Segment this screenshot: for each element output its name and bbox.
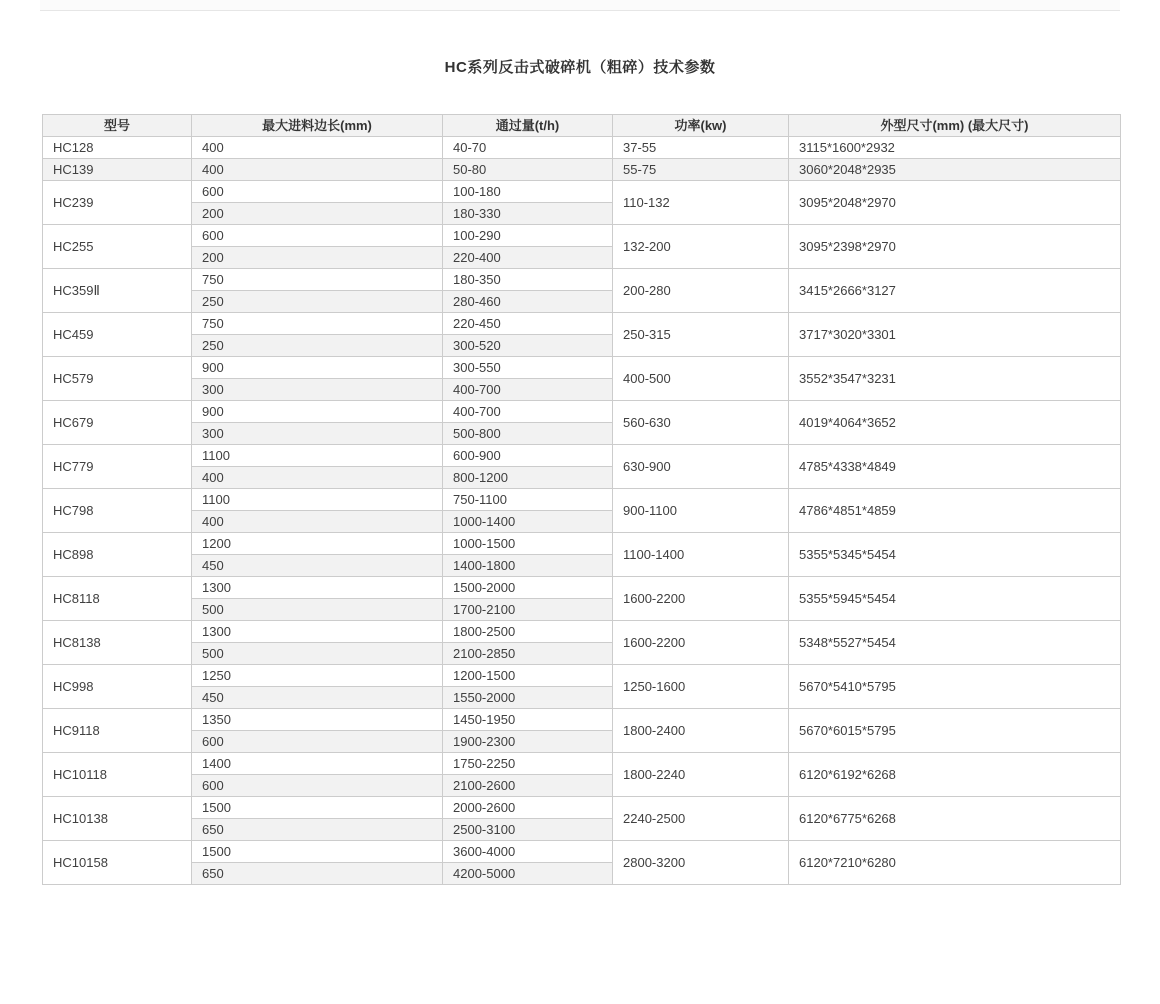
dimensions-cell: 4786*4851*4859 <box>789 489 1121 533</box>
table-row <box>43 137 1121 159</box>
table-row <box>43 533 1121 555</box>
capacity-cell: 2000-2600 <box>443 797 613 819</box>
feed-cell: 300 <box>192 423 443 445</box>
spec-table-body <box>43 137 1121 885</box>
feed-cell: 600 <box>192 731 443 753</box>
feed-cell: 500 <box>192 643 443 665</box>
capacity-cell: 1450-1950 <box>443 709 613 731</box>
capacity-cell: 750-1100 <box>443 489 613 511</box>
model-cell: HC8138 <box>43 621 192 665</box>
power-cell: 630-900 <box>613 445 789 489</box>
model-cell: HC128 <box>43 137 192 159</box>
capacity-cell: 1550-2000 <box>443 687 613 709</box>
power-cell: 110-132 <box>613 181 789 225</box>
feed-cell: 1100 <box>192 489 443 511</box>
capacity-cell: 800-1200 <box>443 467 613 489</box>
table-row <box>43 665 1121 687</box>
capacity-cell: 2500-3100 <box>443 819 613 841</box>
capacity-cell: 2100-2600 <box>443 775 613 797</box>
dimensions-cell: 3095*2048*2970 <box>789 181 1121 225</box>
table-row <box>43 709 1121 731</box>
power-cell: 1800-2400 <box>613 709 789 753</box>
dimensions-cell: 5355*5945*5454 <box>789 577 1121 621</box>
capacity-cell: 1000-1500 <box>443 533 613 555</box>
table-row <box>43 401 1121 423</box>
power-cell: 1100-1400 <box>613 533 789 577</box>
table-header-row <box>43 115 1121 137</box>
feed-cell: 650 <box>192 863 443 885</box>
model-cell: HC359Ⅱ <box>43 269 192 313</box>
model-cell: HC255 <box>43 225 192 269</box>
model-cell: HC10158 <box>43 841 192 885</box>
feed-cell: 1500 <box>192 797 443 819</box>
table-row <box>43 357 1121 379</box>
feed-cell: 1400 <box>192 753 443 775</box>
capacity-cell: 1400-1800 <box>443 555 613 577</box>
capacity-cell: 180-350 <box>443 269 613 291</box>
dimensions-cell: 5348*5527*5454 <box>789 621 1121 665</box>
feed-cell: 1350 <box>192 709 443 731</box>
header-feed-size: 最大进料边长(mm) <box>192 115 443 137</box>
model-cell: HC10118 <box>43 753 192 797</box>
feed-cell: 600 <box>192 181 443 203</box>
capacity-cell: 400-700 <box>443 401 613 423</box>
capacity-cell: 300-520 <box>443 335 613 357</box>
model-cell: HC10138 <box>43 797 192 841</box>
capacity-cell: 3600-4000 <box>443 841 613 863</box>
dimensions-cell: 3095*2398*2970 <box>789 225 1121 269</box>
model-cell: HC898 <box>43 533 192 577</box>
model-cell: HC998 <box>43 665 192 709</box>
table-row <box>43 753 1121 775</box>
dimensions-cell: 3115*1600*2932 <box>789 137 1121 159</box>
model-cell: HC579 <box>43 357 192 401</box>
model-cell: HC239 <box>43 181 192 225</box>
power-cell: 560-630 <box>613 401 789 445</box>
model-cell: HC798 <box>43 489 192 533</box>
capacity-cell: 50-80 <box>443 159 613 181</box>
table-row <box>43 445 1121 467</box>
capacity-cell: 4200-5000 <box>443 863 613 885</box>
feed-cell: 300 <box>192 379 443 401</box>
capacity-cell: 100-290 <box>443 225 613 247</box>
dimensions-cell: 3415*2666*3127 <box>789 269 1121 313</box>
table-row <box>43 797 1121 819</box>
model-cell: HC679 <box>43 401 192 445</box>
table-row <box>43 181 1121 203</box>
capacity-cell: 600-900 <box>443 445 613 467</box>
table-row <box>43 159 1121 181</box>
model-cell: HC779 <box>43 445 192 489</box>
feed-cell: 1100 <box>192 445 443 467</box>
capacity-cell: 1200-1500 <box>443 665 613 687</box>
top-divider <box>40 0 1120 11</box>
feed-cell: 900 <box>192 357 443 379</box>
spec-table <box>42 114 1121 885</box>
header-capacity: 通过量(t/h) <box>443 115 613 137</box>
feed-cell: 650 <box>192 819 443 841</box>
capacity-cell: 180-330 <box>443 203 613 225</box>
power-cell: 132-200 <box>613 225 789 269</box>
feed-cell: 750 <box>192 269 443 291</box>
power-cell: 1250-1600 <box>613 665 789 709</box>
dimensions-cell: 4019*4064*3652 <box>789 401 1121 445</box>
feed-cell: 250 <box>192 291 443 313</box>
capacity-cell: 220-400 <box>443 247 613 269</box>
table-row <box>43 269 1121 291</box>
capacity-cell: 1900-2300 <box>443 731 613 753</box>
power-cell: 900-1100 <box>613 489 789 533</box>
feed-cell: 600 <box>192 225 443 247</box>
dimensions-cell: 6120*6192*6268 <box>789 753 1121 797</box>
dimensions-cell: 6120*7210*6280 <box>789 841 1121 885</box>
table-row <box>43 225 1121 247</box>
header-model: 型号 <box>43 115 192 137</box>
feed-cell: 400 <box>192 511 443 533</box>
capacity-cell: 1500-2000 <box>443 577 613 599</box>
table-row <box>43 841 1121 863</box>
feed-cell: 400 <box>192 159 443 181</box>
power-cell: 37-55 <box>613 137 789 159</box>
header-dimensions: 外型尺寸(mm) (最大尺寸) <box>789 115 1121 137</box>
feed-cell: 500 <box>192 599 443 621</box>
feed-cell: 250 <box>192 335 443 357</box>
feed-cell: 1200 <box>192 533 443 555</box>
capacity-cell: 300-550 <box>443 357 613 379</box>
feed-cell: 450 <box>192 555 443 577</box>
dimensions-cell: 3717*3020*3301 <box>789 313 1121 357</box>
feed-cell: 1250 <box>192 665 443 687</box>
table-row <box>43 489 1121 511</box>
capacity-cell: 1000-1400 <box>443 511 613 533</box>
power-cell: 200-280 <box>613 269 789 313</box>
table-row <box>43 577 1121 599</box>
capacity-cell: 1800-2500 <box>443 621 613 643</box>
dimensions-cell: 5355*5345*5454 <box>789 533 1121 577</box>
feed-cell: 1300 <box>192 621 443 643</box>
dimensions-cell: 5670*6015*5795 <box>789 709 1121 753</box>
capacity-cell: 100-180 <box>443 181 613 203</box>
feed-cell: 900 <box>192 401 443 423</box>
capacity-cell: 1750-2250 <box>443 753 613 775</box>
dimensions-cell: 3060*2048*2935 <box>789 159 1121 181</box>
power-cell: 400-500 <box>613 357 789 401</box>
capacity-cell: 500-800 <box>443 423 613 445</box>
page-title: HC系列反击式破碎机（粗碎）技术参数 <box>444 59 716 76</box>
power-cell: 1600-2200 <box>613 577 789 621</box>
spec-table-container <box>42 114 1120 885</box>
feed-cell: 750 <box>192 313 443 335</box>
capacity-cell: 220-450 <box>443 313 613 335</box>
table-row <box>43 621 1121 643</box>
model-cell: HC459 <box>43 313 192 357</box>
capacity-cell: 1700-2100 <box>443 599 613 621</box>
feed-cell: 200 <box>192 247 443 269</box>
dimensions-cell: 4785*4338*4849 <box>789 445 1121 489</box>
power-cell: 2800-3200 <box>613 841 789 885</box>
feed-cell: 1500 <box>192 841 443 863</box>
power-cell: 2240-2500 <box>613 797 789 841</box>
power-cell: 250-315 <box>613 313 789 357</box>
dimensions-cell: 6120*6775*6268 <box>789 797 1121 841</box>
capacity-cell: 40-70 <box>443 137 613 159</box>
capacity-cell: 2100-2850 <box>443 643 613 665</box>
capacity-cell: 280-460 <box>443 291 613 313</box>
model-cell: HC8118 <box>43 577 192 621</box>
power-cell: 1800-2240 <box>613 753 789 797</box>
feed-cell: 450 <box>192 687 443 709</box>
feed-cell: 400 <box>192 137 443 159</box>
capacity-cell: 400-700 <box>443 379 613 401</box>
dimensions-cell: 5670*5410*5795 <box>789 665 1121 709</box>
header-power: 功率(kw) <box>613 115 789 137</box>
power-cell: 55-75 <box>613 159 789 181</box>
power-cell: 1600-2200 <box>613 621 789 665</box>
feed-cell: 400 <box>192 467 443 489</box>
table-row <box>43 313 1121 335</box>
feed-cell: 600 <box>192 775 443 797</box>
feed-cell: 200 <box>192 203 443 225</box>
model-cell: HC139 <box>43 159 192 181</box>
model-cell: HC9118 <box>43 709 192 753</box>
dimensions-cell: 3552*3547*3231 <box>789 357 1121 401</box>
feed-cell: 1300 <box>192 577 443 599</box>
